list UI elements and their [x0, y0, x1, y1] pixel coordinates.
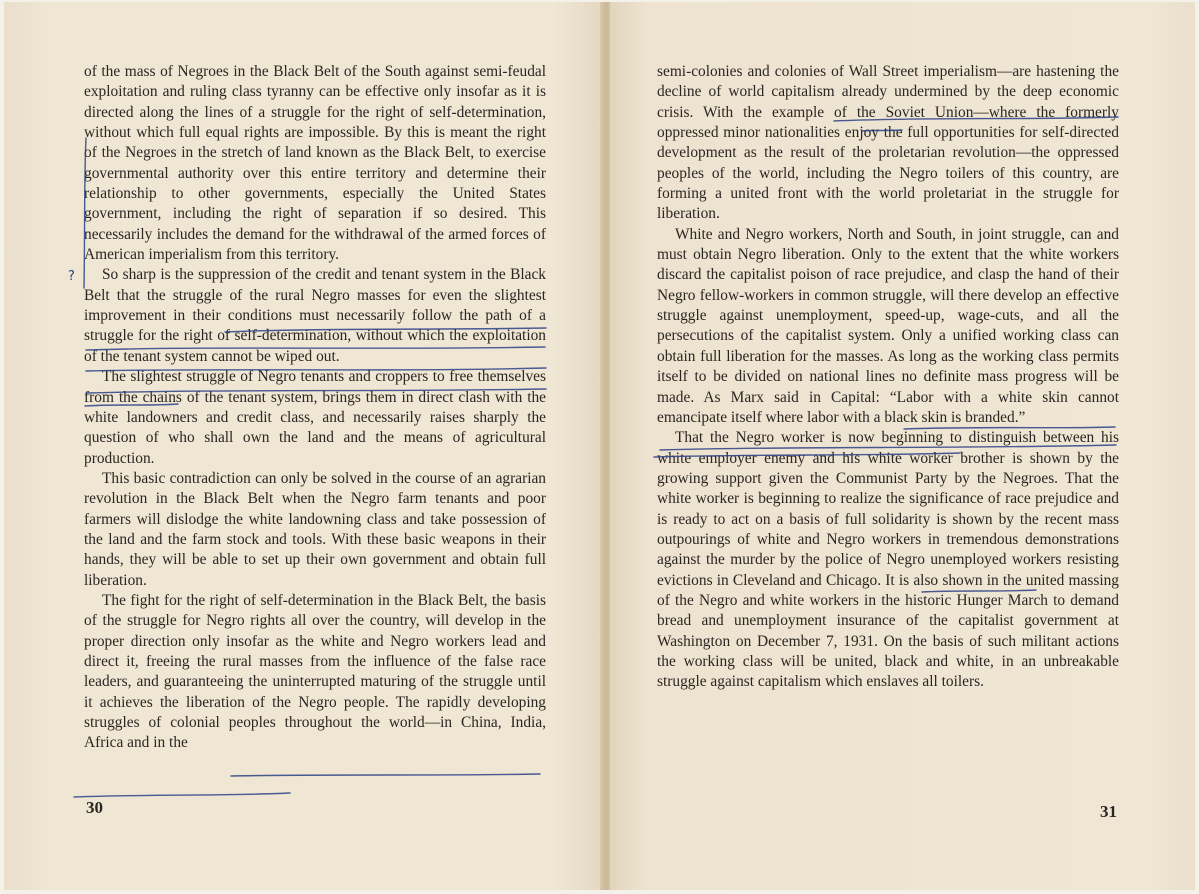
- left-page-text: [84, 62, 546, 754]
- paragraph: of the mass of Negroes in the Black Belt of the South against semi-feudal exploitation and ruling class tyranny can be effective only insofar as it is directed along the lines of a struggle for the right of self-determination, without which full equal rights are impossible. By this is meant the right of the Negroes in the stretch of land known as the Black Belt, to exercise governmental authority over this entire territory and determine their relationship to other governments, especially the United States government, including the right of separation if so desired. This necessarily includes the demand for the withdrawal of the armed forces of American imperialism from this territory.: [84, 63, 546, 264]
- paragraph: That the Negro worker is now beginning to distinguish between his white employer enemy and his white worker brother is shown by the growing support given the Communist Party by the Negroes. That the white worker is beginning to realize the significance of race prejudice and is ready to act on a basis of full solidarity is shown by the recent mass outpourings of white and Negro workers in tremendous demonstrations against the murder by the police of Negro unemployed workers resisting evictions in Cleveland and Chicago. It is also shown in the united massing of the Negro and white workers in the historic Hunger March to demand bread and unemployment insurance of the capitalist government at Washington on December 7, 1931. On the basis of such militant actions the working class will be united, black and white, in an unbreakable struggle against capitalism which enslaves all toilers.: [657, 429, 1119, 691]
- paragraph: semi-colonies and colonies of Wall Street imperialism—are hastening the decline of world capitalism already undermined by the deep economic crisis. With the example of the Soviet Union—where the formerly oppressed minor nationalities enjoy the full opportunities for self-directed development as the result of the proletarian revolution—the oppressed peoples of the world, including the Negro toilers of this country, are forming a united front with the world proletariat in the struggle for liberation.: [657, 63, 1119, 223]
- page-number-right: 31: [1100, 802, 1117, 821]
- paragraph: The slightest struggle of Negro tenants and croppers to free themselves from the chains of the tenant system, brings them in direct clash with the white landowners and credit class, and necessarily raises sharply the question of who shall own the land and the means of agricultural production.: [84, 368, 546, 467]
- paragraph: The fight for the right of self-determination in the Black Belt, the basis of the struggle for Negro rights all over the country, will develop in the proper direction only insofar as the white and Negro workers lead and direct it, freeing the rural masses from the influence of the false race leaders, and guaranteeing the uninterrupted maturing of the struggle until it achieves the liberation of the Negro people. The rapidly developing struggles of colonial peoples throughout the world—in China, India, Africa and in the: [84, 591, 546, 752]
- margin-question-mark: ?: [68, 269, 75, 284]
- paragraph: This basic contradiction can only be solved in the course of an agrarian revolution in the Black Belt when the Negro farm tenants and poor farmers will dislodge the white landowning class and take possession of the land and the farm stock and tools. With these basic weapons in their hands, they will be able to set up their own government and obtain full liberation.: [84, 469, 546, 589]
- paragraph: White and Negro workers, North and South, in joint struggle, can and must obtain Negro liberation. Only to the extent that the white workers discard the capitalist poison of race prejudice, and clasp the hand of their Negro fellow-workers in common struggle, will there develop an effective struggle against unemployment, speed-up, wage-cuts, and all the persecutions of the capitalist system. Only a unified working class can obtain full liberation for the masses. As long as the working class permits itself to be divided on national lines no definite mass progress will be made. As Marx said in Capital: “Labor with a white skin cannot emancipate itself where labor with a black skin is branded.”: [657, 225, 1119, 426]
- paragraph: So sharp is the suppression of the credit and tenant system in the Black Belt that the struggle of the rural Negro masses for even the slightest improvement in their conditions must necessarily follow the path of a struggle for the right of self-determination, without which the exploitation of the tenant system cannot be wiped out.: [84, 266, 546, 365]
- page-number-left: 30: [86, 798, 103, 817]
- right-page-text: [657, 62, 1119, 693]
